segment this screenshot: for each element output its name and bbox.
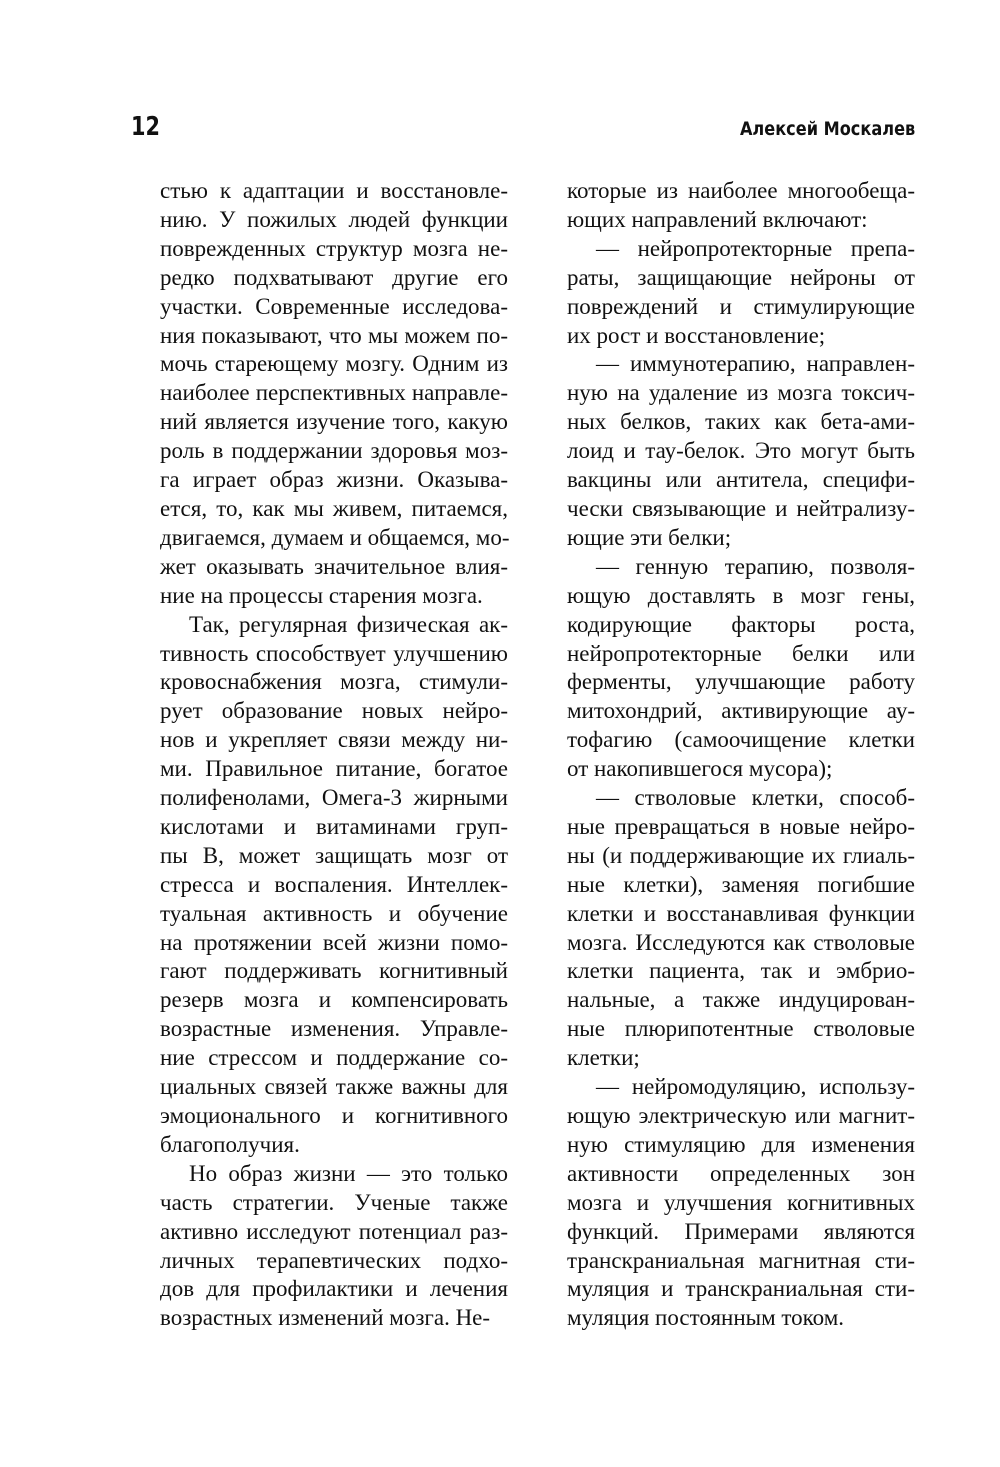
paragraph	[131, 1160, 508, 1333]
text-line: транскраниальная магнитная сти-	[567, 1247, 915, 1273]
text-line: стью к адаптации и восстановле-	[160, 178, 508, 203]
text-line: Так, регулярная физическая ак-	[189, 611, 508, 637]
text-line: ны (и поддерживающие их глиаль-	[567, 842, 915, 868]
text-line: нов и укрепляет связи между ни-	[160, 727, 508, 753]
text-line: клетки пациента, так и эмбрио-	[567, 958, 915, 984]
text-line: туальная активность и обучение	[160, 900, 508, 926]
text-line: ную на удаление из мозга токсич-	[567, 380, 915, 406]
text-line: их рост и восстановление;	[567, 322, 826, 348]
text-line: жет оказывать значительное влия-	[160, 553, 508, 579]
text-line: ющую электрическую или магнит-	[567, 1103, 915, 1128]
text-line: ющую доставлять в мозг гены,	[567, 582, 915, 608]
text-line: ную стимуляцию для изменения	[567, 1131, 915, 1157]
text-line: тофагию (самоочищение клетки	[567, 727, 915, 753]
text-line: активно исследуют потенциал раз-	[160, 1218, 508, 1244]
text-line: дов для профилактики и лечения	[160, 1276, 508, 1302]
text-line: ми. Правильное питание, богатое	[160, 756, 508, 782]
text-line: кодирующие факторы роста,	[567, 611, 915, 637]
text-line: кислотами и витаминами груп-	[160, 813, 508, 839]
text-line: резерв мозга и компенсировать	[160, 987, 508, 1013]
text-line: пы В, может защищать мозг от	[160, 842, 508, 868]
text-line: муляция постоянным током.	[567, 1305, 845, 1331]
text-line: ные плюрипотентные стволовые	[567, 1016, 915, 1042]
paragraph	[538, 235, 915, 351]
text-line: мозга. Исследуются как стволовые	[567, 929, 915, 955]
text-line: ных белков, таких как бета-ами-	[567, 409, 915, 435]
text-line: эмоционального и когнитивного	[160, 1103, 508, 1128]
text-line: ний является изучение того, какую	[160, 409, 508, 435]
text-line: циальных связей также важны для	[160, 1074, 508, 1100]
text-line: нию. У пожилых людей функции	[160, 206, 508, 232]
text-line: ние на процессы старения мозга.	[160, 582, 483, 608]
text-line: — нейромодуляцию, использу-	[596, 1074, 915, 1100]
text-line: поврежденных структур мозга не-	[160, 235, 508, 261]
text-line: возрастных изменений мозга. Не-	[160, 1305, 491, 1331]
paragraph	[538, 177, 915, 235]
text-line: Но образ жизни — это только	[189, 1160, 508, 1186]
page-number: 12	[131, 112, 160, 142]
text-line: нальные, а также индуцирован-	[567, 987, 915, 1013]
text-line: нейропротекторные белки или	[567, 640, 915, 666]
text-line: кровоснабжения мозга, стимули-	[160, 669, 508, 695]
text-line: раты, защищающие нейроны от	[567, 264, 915, 290]
text-line: муляция и транскраниальная сти-	[567, 1276, 915, 1302]
text-line: ные превращаться в новые нейро-	[567, 813, 915, 839]
text-line: повреждений и стимулирующие	[567, 293, 915, 319]
text-line: наиболее перспективных направле-	[160, 380, 508, 406]
text-line: ферменты, улучшающие работу	[567, 669, 915, 695]
paragraph	[131, 611, 508, 1160]
left-column	[131, 177, 508, 1333]
text-line: тивность способствует улучшению	[160, 640, 508, 666]
text-line: гают поддерживать когнитивный	[160, 958, 508, 984]
right-column	[538, 177, 915, 1333]
text-line: личных терапевтических подхо-	[160, 1247, 508, 1273]
text-line: мозга и улучшения когнитивных	[567, 1189, 915, 1215]
text-line: клетки и восстанавливая функции	[567, 900, 915, 926]
text-line: часть стратегии. Ученые также	[160, 1189, 508, 1215]
text-line: ния показывают, что мы можем по-	[160, 322, 508, 348]
text-line: га играет образ жизни. Оказыва-	[160, 467, 508, 493]
paragraph	[538, 350, 915, 552]
text-line: функций. Примерами являются	[567, 1218, 915, 1244]
running-head-author: Алексей Москалев	[739, 118, 915, 140]
text-line: мочь стареющему мозгу. Одним из	[160, 351, 508, 377]
text-line: — стволовые клетки, способ-	[596, 785, 915, 811]
text-line: которые из наиболее многообеща-	[567, 178, 915, 203]
text-line: ющие эти белки;	[567, 524, 732, 550]
paragraph	[131, 177, 508, 611]
paragraph	[538, 553, 915, 784]
text-line: возрастные изменения. Управле-	[160, 1016, 508, 1042]
text-line: двигаемся, думаем и общаемся, мо-	[160, 524, 510, 550]
text-line: роль в поддержании здоровья моз-	[160, 438, 508, 464]
text-line: — иммунотерапию, направлен-	[596, 351, 915, 377]
text-line: ющих направлений включают:	[567, 206, 868, 232]
text-line: активности определенных зон	[567, 1160, 915, 1186]
text-line: стресса и воспаления. Интеллек-	[160, 871, 508, 897]
text-line: чески связывающие и нейтрализу-	[567, 495, 915, 521]
text-line: редко подхватывают другие его	[160, 264, 508, 290]
text-line: ние стрессом и поддержание со-	[160, 1045, 508, 1071]
text-line: рует образование новых нейро-	[160, 698, 508, 724]
text-line: ные клетки), заменяя погибшие	[567, 871, 915, 897]
page-header	[131, 112, 915, 148]
text-line: клетки;	[567, 1045, 640, 1071]
text-line: от накопившегося мусора);	[567, 756, 833, 782]
text-line: — генную терапию, позволя-	[596, 553, 915, 579]
text-line: лоид и тау-белок. Это могут быть	[567, 438, 915, 464]
text-line: митохондрий, активирующие ау-	[567, 698, 915, 724]
text-line: ется, то, как мы живем, питаемся,	[160, 495, 508, 521]
text-line: вакцины или антитела, специфи-	[567, 467, 915, 493]
paragraph	[538, 1073, 915, 1333]
text-line: участки. Современные исследова-	[160, 293, 508, 319]
text-line: — нейропротекторные препа-	[596, 235, 915, 261]
paragraph	[538, 784, 915, 1073]
text-line: благополучия.	[160, 1131, 300, 1157]
text-line: полифенолами, Омега-3 жирными	[160, 785, 508, 811]
text-line: на протяжении всей жизни помо-	[160, 929, 508, 955]
